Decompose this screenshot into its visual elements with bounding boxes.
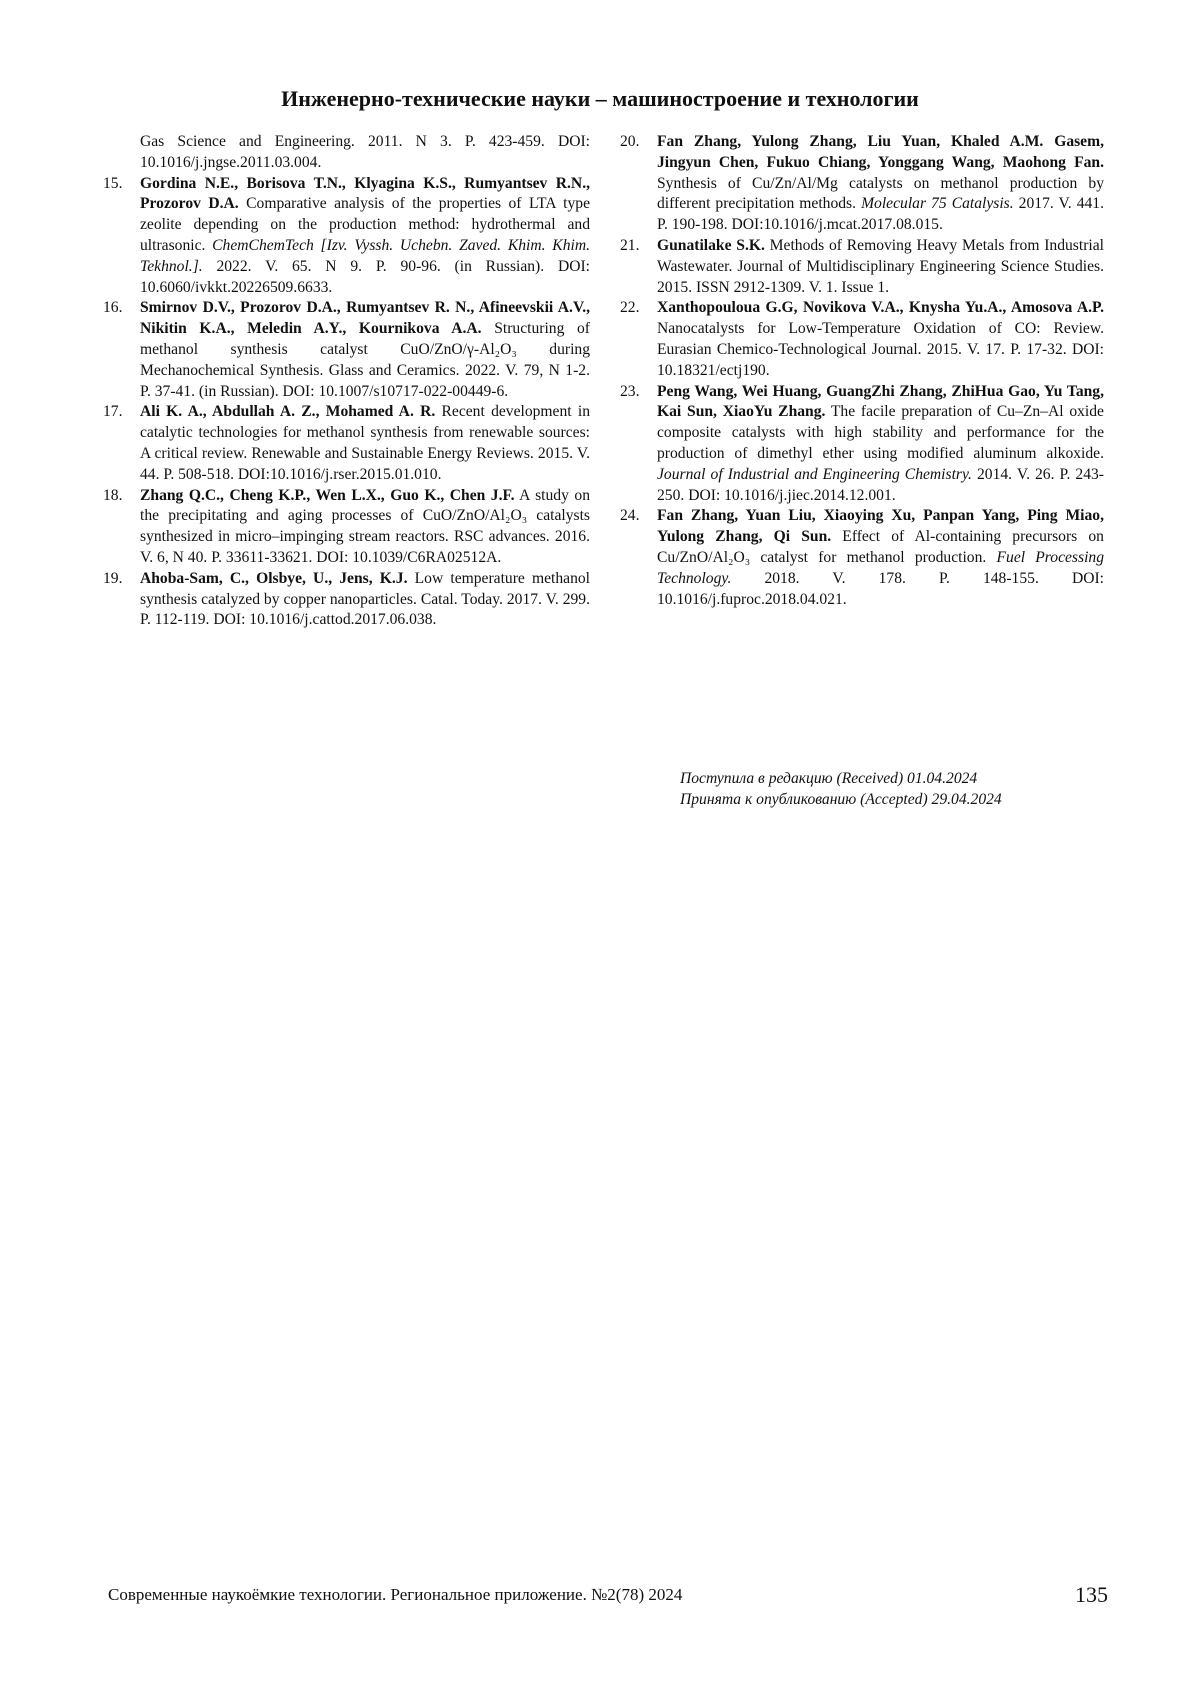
reference-text: Nanocatalysts for Low-Temperature Oxidation of CO: Review. Eurasian Chemico-Technological Journal. 2015. V. 17. P. 17-32. DOI: 10.18321/ectj190. bbox=[657, 320, 1104, 379]
reference-number: 20. bbox=[620, 133, 640, 150]
reference-text: The facile preparation of Cu–Zn–Al oxide composite catalysts with high stability and performance for the production of dimethyl ether using modified aluminum alkoxide. bbox=[657, 403, 1104, 462]
reference-item bbox=[103, 569, 590, 631]
reference-details: 2017. V. 441. P. 190-198. DOI:10.1016/j.mcat.2017.08.015. bbox=[657, 195, 1104, 234]
reference-source: Journal of Industrial and Engineering Chemistry. bbox=[657, 465, 972, 483]
reference-authors: Smirnov D.V., Prozorov D.A., Rumyantsev R. N., Afineevskii A.V., Nikitin K.A., Meledin A.Y., Kournikova A.A. bbox=[140, 299, 590, 338]
reference-item bbox=[620, 298, 1104, 381]
reference-source: ChemChemTech [Izv. Vyssh. Uchebn. Zaved. Khim. Khim. Tekhnol.]. bbox=[140, 236, 590, 275]
reference-authors: Gunatilake S.K. bbox=[657, 236, 765, 254]
references-left-column bbox=[103, 132, 590, 631]
reference-authors: Fan Zhang, Yulong Zhang, Liu Yuan, Khaled A.M. Gasem, Jingyun Chen, Fukuo Chiang, Yonggang Wang, Maohong Fan. bbox=[657, 133, 1104, 171]
page-number: 135 bbox=[1075, 1582, 1108, 1607]
reference-details: 2014. V. 26. P. 243-250. DOI: 10.1016/j.jiec.2014.12.001. bbox=[657, 465, 1104, 504]
received-date: Поступила в редакцию (Received) 01.04.2024 bbox=[680, 770, 978, 787]
reference-text: Comparative analysis of the properties of LTA type zeolite depending on the production method: hydrothermal and ultrasonic. bbox=[140, 195, 591, 254]
reference-item bbox=[103, 486, 590, 569]
reference-text: Low temperature methanol synthesis catalyzed by copper nanoparticles. Catal. Today. 2017. V. 299. P. 112-119. DOI: 10.1016/j.cattod.2017.06.038. bbox=[140, 569, 591, 629]
reference-source: Fuel Processing Technology. bbox=[657, 548, 1104, 587]
reference-text: Synthesis of Cu/Zn/Al/Mg catalysts on methanol production by different precipitation methods. bbox=[657, 174, 1104, 213]
reference-details: 2018. V. 178. P. 148-155. DOI: 10.1016/j.fuproc.2018.04.021. bbox=[657, 569, 1104, 608]
references-right-column bbox=[620, 132, 1104, 610]
reference-authors: Xanthopouloua G.G, Novikova V.A., Knysha Yu.A., Amosova A.P. bbox=[657, 299, 1104, 317]
reference-authors: Ali K. A., Abdullah A. Z., Mohamed A. R. bbox=[140, 403, 436, 421]
reference-item bbox=[620, 506, 1104, 610]
reference-number: 21. bbox=[620, 236, 640, 254]
reference-number: 18. bbox=[103, 486, 123, 504]
reference-item bbox=[103, 298, 590, 402]
reference-details: 2022. V. 65. N 9. P. 90-96. (in Russian). DOI: 10.6060/ivkkt.20226509.6633. bbox=[140, 257, 590, 296]
reference-authors: Peng Wang, Wei Huang, GuangZhi Zhang, ZhiHua Gao, Yu Tang, Kai Sun, XiaoYu Zhang. bbox=[657, 382, 1104, 421]
reference-text: Structuring of methanol synthesis catalyst CuO/ZnO/γ-Al₂O₃ during Mechanochemical Synthesis. Glass and Ceramics. 2022. V. 79, N 1-2. P. 37-41. (in Russian). DOI: 10.1007/s10717-022-00449-6. bbox=[140, 320, 590, 400]
reference-authors: Ahoba-Sam, C., Olsbye, U., Jens, K.J. bbox=[140, 569, 408, 587]
reference-authors: Fan Zhang, Yuan Liu, Xiaoying Xu, Panpan Yang, Ping Miao, Yulong Zhang, Qi Sun. bbox=[657, 507, 1104, 546]
reference-source: Molecular 75 Catalysis. bbox=[861, 195, 1014, 213]
accepted-date: Принята к опубликованию (Accepted) 29.04.2024 bbox=[680, 791, 1002, 808]
reference-item bbox=[620, 382, 1104, 507]
reference-item bbox=[103, 132, 590, 174]
reference-number: 15. bbox=[103, 174, 123, 192]
reference-number: 17. bbox=[103, 403, 123, 421]
reference-number: 22. bbox=[620, 299, 640, 317]
reference-text: Recent development in catalytic technologies for methanol synthesis from renewable sources: A critical review. Renewable and Sustainable Energy Reviews. 2015. V. 44. P. 508-518. DOI:10.1016/j.rser.2015.01.010. bbox=[140, 403, 590, 483]
journal-name: Современные наукоёмкие технологии. Региональное приложение. №2(78) 2024 bbox=[108, 1585, 683, 1604]
reference-item bbox=[103, 402, 590, 485]
submission-dates bbox=[680, 768, 1002, 810]
reference-number: 23. bbox=[620, 382, 640, 400]
reference-authors: Zhang Q.C., Cheng K.P., Wen L.X., Guo K., Chen J.F. bbox=[140, 486, 515, 504]
reference-text: Gas Science and Engineering. 2011. N 3. P. 423-459. DOI: 10.1016/j.jngse.2011.03.004. bbox=[140, 133, 590, 171]
reference-number: 16. bbox=[103, 299, 123, 317]
running-header: Инженерно-технические науки – машиностроение и технологии bbox=[281, 86, 919, 111]
reference-authors: Gordina N.E., Borisova T.N., Klyagina K.S., Rumyantsev R.N., Prozorov D.A. bbox=[140, 174, 590, 213]
reference-text: Effect of Al-containing precursors on Cu/ZnO/Al₂O₃ catalyst for methanol production. bbox=[657, 528, 1104, 566]
page-footer bbox=[108, 1582, 1108, 1612]
reference-text: Methods of Removing Heavy Metals from Industrial Wastewater. Journal of Multidisciplinary Engineering Science Studies. 2015. ISSN 2912-1309. V. 1. Issue 1. bbox=[657, 236, 1104, 296]
reference-item bbox=[620, 236, 1104, 298]
reference-text: A study on the precipitating and aging processes of CuO/ZnO/Al₂O₃ catalysts synthesized in micro–impinging stream reactors. RSC advances. 2016. V. 6, N 40. P. 33611-33621. DOI: 10.1039/C6RA02512A. bbox=[140, 486, 590, 566]
reference-item bbox=[620, 132, 1104, 236]
reference-number: 19. bbox=[103, 569, 123, 587]
reference-number: 24. bbox=[620, 507, 640, 525]
reference-item bbox=[103, 174, 590, 299]
